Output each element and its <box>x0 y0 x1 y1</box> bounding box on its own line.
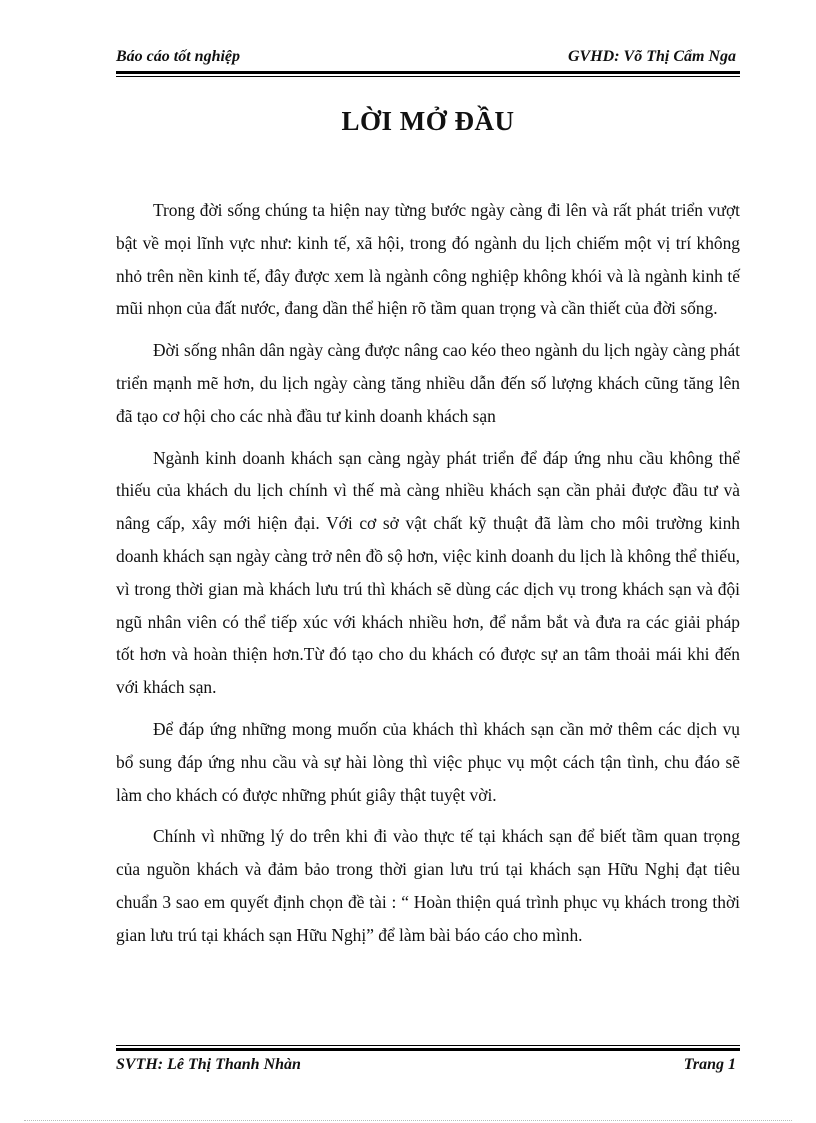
paragraph-4: Để đáp ứng những mong muốn của khách thì khách sạn cần mở thêm các dịch vụ bổ sung đáp ứng nhu cầu và sự hài lòng thì việc phục vụ một cách tận tình, chu đáo sẽ làm cho khách có được những phút giây thật tuyệt vời. <box>116 718 740 805</box>
page-edge-divider <box>24 1120 792 1121</box>
page-header <box>116 48 736 68</box>
paragraph-5: Chính vì những lý do trên khi đi vào thực tế tại khách sạn để biết tầm quan trọng của nguồn khách và đảm bảo trong thời gian lưu trú tại khách sạn Hữu Nghị đạt tiêu chuẩn 3 sao em quyết định chọn đề tài : “ Hoàn thiện quá trình phục vụ khách trong thời gian lưu trú tại khách sạn Hữu Nghị” để làm bài báo cáo cho mình. <box>116 826 740 945</box>
page-number: Trang 1 <box>683 1056 736 1073</box>
footer-rule-thick <box>116 1048 740 1051</box>
body-text <box>116 194 740 961</box>
page-footer <box>116 1056 736 1076</box>
page-title: LỜI MỞ ĐẦU <box>341 106 515 136</box>
paragraph-1: Trong đời sống chúng ta hiện nay từng bước ngày càng đi lên và rất phát triển vượt bật về mọi lĩnh vực như: kinh tế, xã hội, trong đó ngành du lịch chiếm một vị trí không nhỏ trên nền kinh tế, đây được xem là ngành công nghiệp không khói và là ngành kinh tế mũi nhọn của đất nước, đang dần thể hiện rõ tầm quan trọng và cần thiết của đời sống. <box>116 200 740 319</box>
paragraph-3: Ngành kinh doanh khách sạn càng ngày phát triển để đáp ứng nhu cầu không thể thiếu của khách du lịch chính vì thế mà càng nhiều khách sạn cần phải được đầu tư và nâng cấp, xây mới hiện đại. Với cơ sở vật chất kỹ thuật đã làm cho môi trường kinh doanh khách sạn ngày càng trở nên đồ sộ hơn, việc kinh doanh du lịch là không thể thiếu, vì trong thời gian mà khách lưu trú thì khách sẽ dùng các dịch vụ trong khách sạn và đội ngũ nhân viên có thể tiếp xúc với khách nhiều hơn, để nắm bắt và đưa ra các giải pháp tốt hơn và hoàn thiện hơn.Từ đó tạo cho du khách có được sự an tâm thoải mái khi đến với khách sạn. <box>116 447 740 698</box>
report-type-label: Báo cáo tốt nghiệp <box>116 48 241 65</box>
header-rule-thin <box>116 76 740 77</box>
footer-rule-thin <box>116 1045 740 1046</box>
paragraph-2: Đời sống nhân dân ngày càng được nâng cao kéo theo ngành du lịch ngày càng phát triển mạnh mẽ hơn, du lịch ngày càng tăng nhiều dẫn đến số lượng khách cũng tăng lên đã tạo cơ hội cho các nhà đầu tư kinh doanh khách sạn <box>116 340 740 426</box>
header-rule-thick <box>116 71 740 74</box>
student-label: SVTH: Lê Thị Thanh Nhàn <box>116 1056 301 1073</box>
advisor-label: GVHD: Võ Thị Cẩm Nga <box>567 48 736 65</box>
